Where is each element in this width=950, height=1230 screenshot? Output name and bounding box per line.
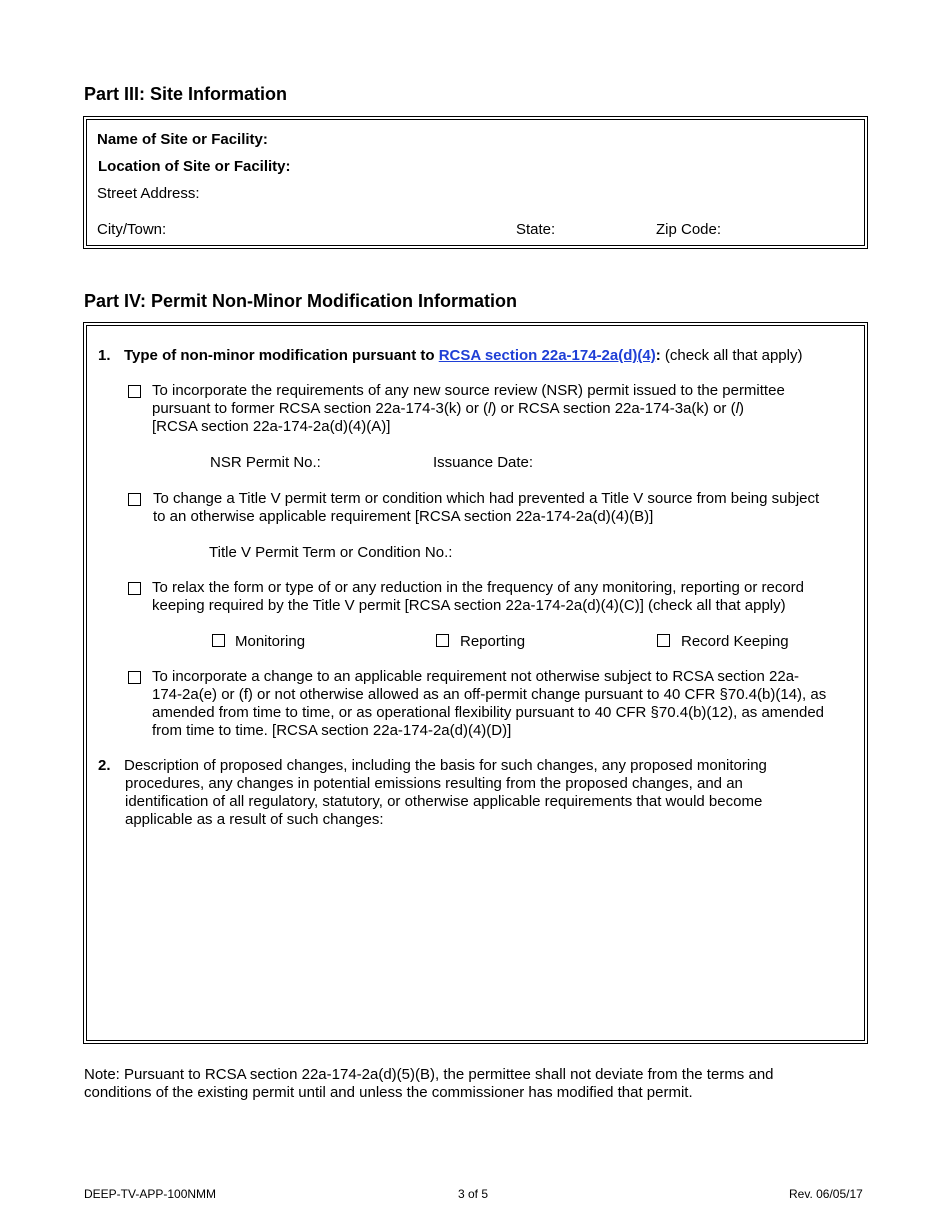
monitoring-checkbox[interactable] <box>212 634 225 647</box>
option-c-checkbox[interactable] <box>128 582 141 595</box>
option-d-line1: To incorporate a change to an applicable requirement not otherwise subject to RCSA section 22a- <box>152 668 800 685</box>
note-line2: conditions of the existing permit until and unless the commissioner has modified that permit. <box>84 1084 693 1101</box>
option-a-line2-part2: ) or RCSA section 22a-174-3a(k) or ( <box>491 400 736 417</box>
item2-line2: procedures, any changes in potential emissions resulting from the proposed changes, and an <box>125 775 743 792</box>
nsr-permit-label: NSR Permit No.: <box>210 454 321 471</box>
issuance-date-label: Issuance Date: <box>433 454 534 471</box>
record-keeping-checkbox[interactable] <box>657 634 670 647</box>
option-c-line1: To relax the form or type of or any reduction in the frequency of any monitoring, reporting or record <box>152 579 805 596</box>
item2-line4: applicable as a result of such changes: <box>125 811 384 828</box>
option-a-italic-l-1: l <box>487 400 492 417</box>
street-address-label: Street Address: <box>97 185 200 202</box>
item1-heading <box>124 347 802 365</box>
record-keeping-label: Record Keeping <box>681 633 789 650</box>
option-b-line2: to an otherwise applicable requirement [RCSA section 22a-174-2a(d)(4)(B)] <box>153 508 654 525</box>
footer-form-id: DEEP-TV-APP-100NMM <box>84 1187 217 1201</box>
monitoring-label: Monitoring <box>235 633 306 650</box>
item1-tail: (check all that apply) <box>660 347 803 364</box>
item1-number: 1. <box>98 347 111 364</box>
item1-lead: Type of non-minor modification pursuant to <box>124 347 435 364</box>
option-d-line3: amended from time to time, or as operational flexibility pursuant to 40 CFR §70.4(b)(12), as amended <box>152 704 824 721</box>
footer-revision: Rev. 06/05/17 <box>789 1187 863 1201</box>
part3-heading: Part III: Site Information <box>84 84 288 104</box>
option-a-line1: To incorporate the requirements of any new source review (NSR) permit issued to the permittee <box>152 382 785 399</box>
note-line1: Note: Pursuant to RCSA section 22a-174-2a(d)(5)(B), the permittee shall not deviate from the terms and <box>84 1066 774 1083</box>
option-d-line2: 174-2a(e) or (f) or not otherwise allowed as an off-permit change pursuant to 40 CFR §70.4(b)(14), as <box>152 686 827 703</box>
option-d-checkbox[interactable] <box>128 671 141 684</box>
site-info-box <box>83 116 868 249</box>
description-field[interactable] <box>125 836 855 1026</box>
title-v-term-label: Title V Permit Term or Condition No.: <box>209 544 453 561</box>
option-a-italic-l-2: l <box>735 400 739 417</box>
item1-colon: : <box>655 347 661 364</box>
part4-heading: Part IV: Permit Non-Minor Modification Information <box>84 291 518 311</box>
item2-line1: Description of proposed changes, including the basis for such changes, any proposed monitoring <box>124 757 767 774</box>
item2-line3: identification of all regulatory, statutory, or otherwise applicable requirements that would become <box>125 793 763 810</box>
option-c-line2: keeping required by the Title V permit [RCSA section 22a-174-2a(d)(4)(C)] (check all that apply) <box>152 597 786 614</box>
option-b-line1: To change a Title V permit term or condition which had prevented a Title V source from being subject <box>153 490 820 507</box>
zip-code-label: Zip Code: <box>656 221 722 238</box>
option-a-checkbox[interactable] <box>128 385 141 398</box>
option-a-line2 <box>152 400 744 418</box>
item2-number: 2. <box>98 757 111 774</box>
option-a-line2-part3: ) <box>738 400 744 417</box>
reporting-checkbox[interactable] <box>436 634 449 647</box>
rcsa-link[interactable]: RCSA section 22a-174-2a(d)(4) <box>438 347 656 364</box>
option-b-checkbox[interactable] <box>128 493 141 506</box>
reporting-label: Reporting <box>460 633 526 650</box>
state-label: State: <box>516 221 556 238</box>
option-a-line2-part1: pursuant to former RCSA section 22a-174-3(k) or ( <box>152 400 488 417</box>
option-d-line4: from time to time. [RCSA section 22a-174-2a(d)(4)(D)] <box>152 722 512 739</box>
footer-page-number: 3 of 5 <box>458 1187 489 1201</box>
option-a-line3: [RCSA section 22a-174-2a(d)(4)(A)] <box>152 418 391 435</box>
modification-info-box <box>83 322 868 1044</box>
city-town-label: City/Town: <box>97 221 167 238</box>
site-location-label: Location of Site or Facility: <box>98 158 291 175</box>
site-name-label: Name of Site or Facility: <box>97 131 268 148</box>
